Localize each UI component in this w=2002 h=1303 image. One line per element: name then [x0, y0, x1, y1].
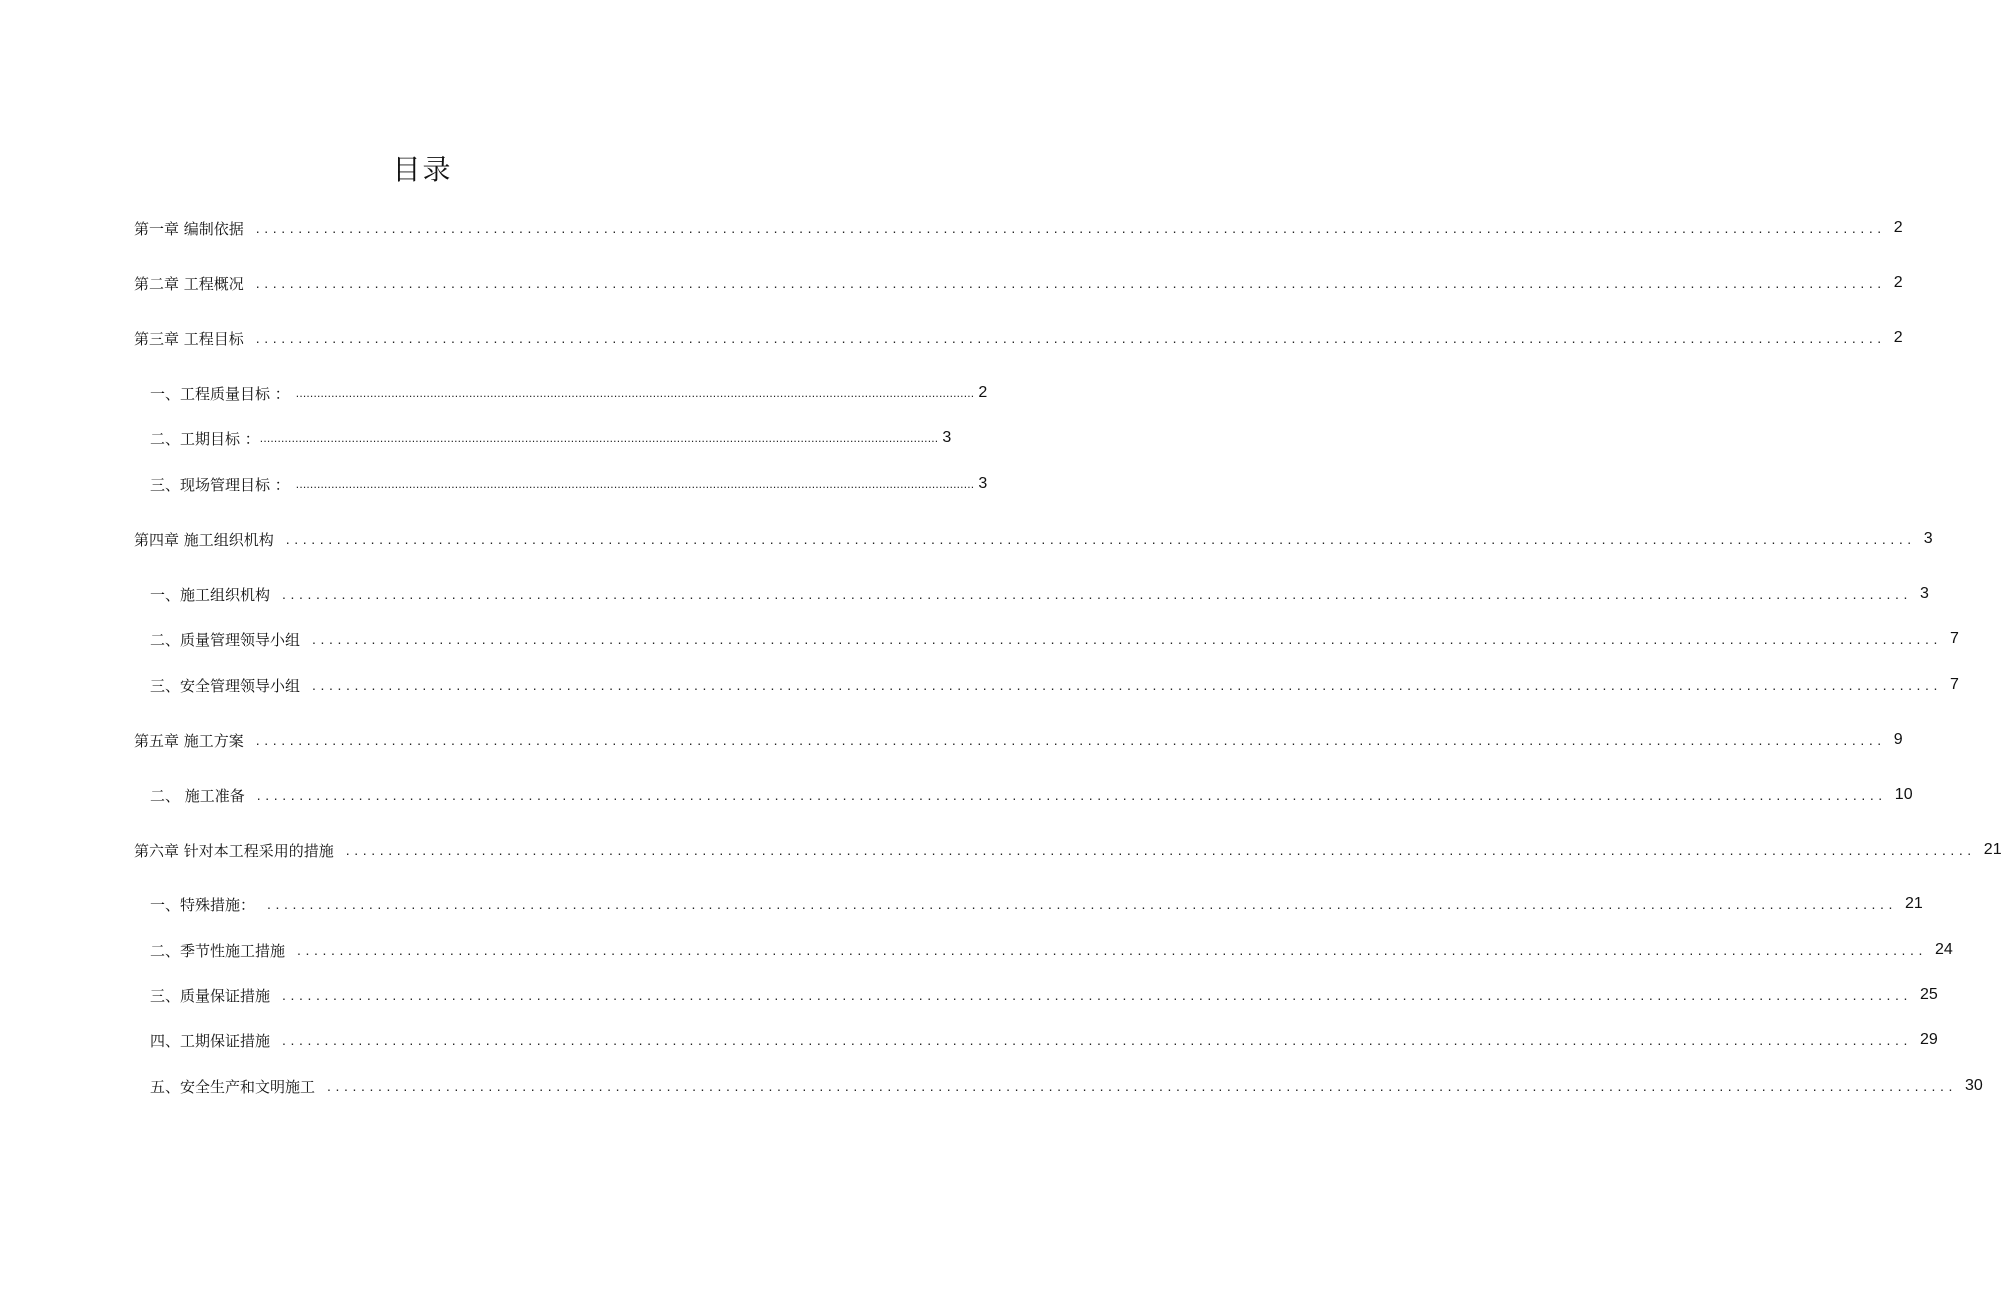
toc-entry-section-3-3[interactable]	[150, 472, 988, 496]
toc-leader-dots: ................................................................................................................................................................................................	[285, 531, 1916, 547]
toc-entry-label: 一、施工组织机构	[150, 585, 271, 604]
toc-entry-label: 三、现场管理目标 ：	[150, 475, 290, 494]
toc-entry-label: 三、安全管理领导小组	[150, 676, 301, 695]
toc-entry-chapter-2[interactable]	[134, 271, 1903, 295]
toc-entry-section-6-2[interactable]	[150, 938, 1953, 962]
toc-leader-dots: ................................................................................................................................................................................................	[259, 431, 939, 445]
toc-entry-label: 第六章 针对本工程采用的措施	[134, 841, 334, 860]
toc-page-number: 3	[1923, 530, 1933, 547]
toc-page-number: 2	[1893, 219, 1903, 236]
toc-page-number: 2	[1893, 329, 1903, 346]
toc-entry-label: 二、季节性施工措施	[150, 941, 286, 960]
toc-entry-label: 第四章 施工组织机构	[134, 530, 274, 549]
toc-entry-label: 二、 施工准备	[150, 786, 245, 805]
toc-entry-label: 一、工程质量目标 ：	[150, 384, 290, 403]
toc-leader-dots: ................................................................................................................................................................................................	[267, 896, 1898, 912]
toc-entry-section-4-1[interactable]	[150, 582, 1929, 606]
toc-leader-dots: ................................................................................................................................................................................................	[297, 942, 1928, 958]
toc-page-number: 30	[1965, 1077, 1983, 1094]
toc-entry-label: 三、质量保证措施	[150, 986, 271, 1005]
toc-leader-dots: ................................................................................................................................................................................................	[255, 732, 1886, 748]
toc-page-number: 10	[1894, 786, 1913, 803]
toc-page-number: 21	[1983, 841, 2002, 858]
toc-page-number: 24	[1935, 941, 1953, 958]
toc-entry-chapter-3[interactable]	[134, 326, 1903, 350]
toc-entry-section-3-2[interactable]	[150, 426, 952, 450]
toc-entry-label: 第五章 施工方案	[134, 731, 244, 750]
toc-entry-section-6-5[interactable]	[150, 1074, 1983, 1098]
toc-entry-section-6-4[interactable]	[150, 1028, 1938, 1052]
toc-entry-chapter-1[interactable]	[134, 216, 1903, 240]
toc-leader-dots: ................................................................................................................................................................................................	[295, 477, 975, 491]
toc-page-number: 3	[942, 429, 952, 446]
toc-entry-section-6-3[interactable]	[150, 983, 1938, 1007]
toc-page-number: 3	[978, 475, 988, 492]
toc-leader-dots: ................................................................................................................................................................................................	[282, 586, 1913, 602]
toc-entry-section-6-1[interactable]	[150, 892, 1923, 916]
toc-entry-label: 四、工期保证措施	[150, 1031, 271, 1050]
toc-leader-dots: ................................................................................................................................................................................................	[312, 677, 1943, 693]
toc-leader-dots: ................................................................................................................................................................................................	[345, 842, 1976, 858]
toc-page-number: 3	[1920, 585, 1929, 602]
toc-entry-section-5-2[interactable]	[150, 783, 1913, 807]
toc-entry-chapter-5[interactable]	[134, 728, 1903, 752]
toc-entry-label: 第一章 编制依据	[134, 219, 244, 238]
toc-leader-dots: ................................................................................................................................................................................................	[282, 1032, 1913, 1048]
toc-entry-section-3-1[interactable]	[150, 381, 988, 405]
toc-page-number: 2	[1893, 274, 1903, 291]
toc-leader-dots: ................................................................................................................................................................................................	[255, 275, 1886, 291]
toc-entry-section-4-3[interactable]	[150, 673, 1959, 697]
toc-entry-chapter-6[interactable]	[134, 838, 2002, 862]
toc-leader-dots: ................................................................................................................................................................................................	[255, 220, 1886, 236]
toc-leader-dots: ................................................................................................................................................................................................	[255, 330, 1886, 346]
toc-page-number: 9	[1893, 731, 1903, 748]
toc-entry-label: 五、安全生产和文明施工	[150, 1077, 316, 1096]
toc-leader-dots: ................................................................................................................................................................................................	[256, 787, 1887, 803]
toc-entry-section-4-2[interactable]	[150, 627, 1959, 651]
toc-page-number: 21	[1905, 895, 1923, 912]
toc-entry-label: 二、质量管理领导小组	[150, 630, 301, 649]
toc-leader-dots: ................................................................................................................................................................................................	[282, 987, 1913, 1003]
toc-entry-chapter-4[interactable]	[134, 527, 1933, 551]
toc-entry-label: 第三章 工程目标	[134, 329, 244, 348]
toc-title: 目录	[392, 153, 453, 186]
toc-entry-label: 第二章 工程概况	[134, 274, 244, 293]
toc-page-number: 2	[978, 384, 988, 401]
toc-entry-label: 二、工期目标 ：	[150, 429, 260, 448]
toc-page-number: 29	[1920, 1031, 1938, 1048]
toc-leader-dots: ................................................................................................................................................................................................	[295, 386, 975, 400]
toc-leader-dots: ................................................................................................................................................................................................	[327, 1078, 1958, 1094]
toc-entry-label: 一、特殊措施：	[150, 895, 256, 914]
toc-leader-dots: ................................................................................................................................................................................................	[312, 631, 1943, 647]
toc-page-number: 7	[1950, 676, 1959, 693]
toc-page-number: 7	[1950, 630, 1959, 647]
toc-page-number: 25	[1920, 986, 1938, 1003]
